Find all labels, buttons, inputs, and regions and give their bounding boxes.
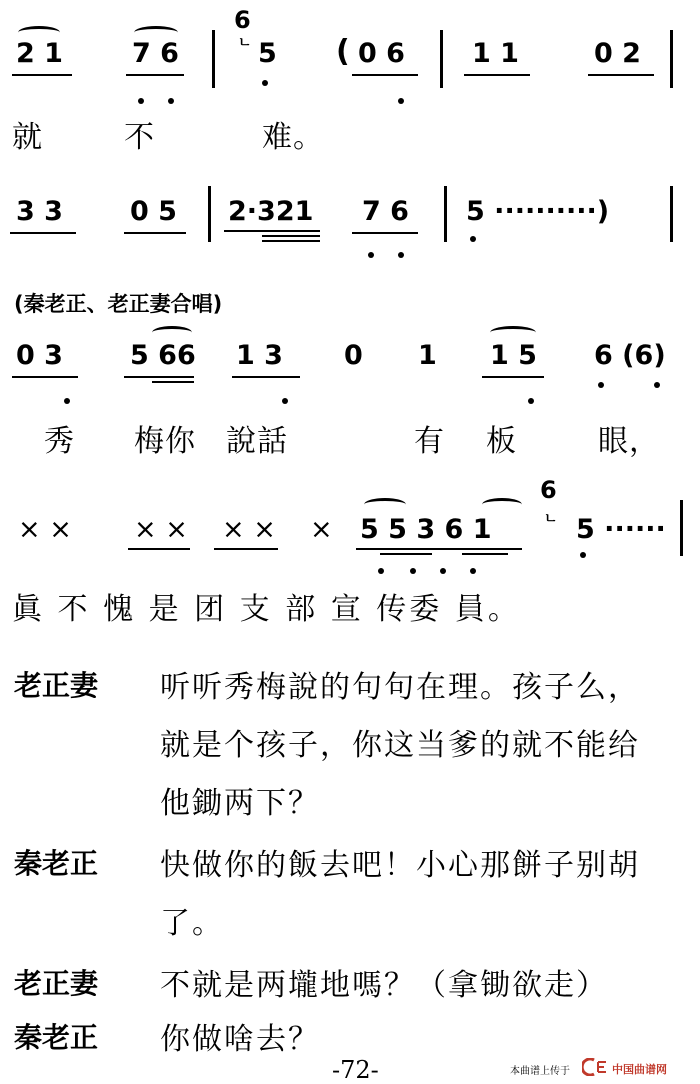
beam bbox=[12, 74, 72, 76]
beam bbox=[352, 74, 418, 76]
lyric: 有 bbox=[414, 424, 445, 459]
dialogue-line: 他鋤两下？ bbox=[160, 786, 320, 821]
beam bbox=[126, 74, 184, 76]
slur bbox=[152, 326, 192, 339]
site-name[interactable]: 中国曲谱网 bbox=[612, 1063, 667, 1076]
beat-marks: × × bbox=[222, 514, 276, 545]
low-dot bbox=[64, 398, 70, 404]
note-group: 1 1 bbox=[472, 38, 519, 69]
low-dot bbox=[654, 382, 660, 388]
beam bbox=[464, 74, 530, 76]
lyric: 板 bbox=[486, 424, 517, 459]
beat-marks: × × bbox=[134, 514, 188, 545]
lyric: 眼， bbox=[598, 424, 660, 459]
dialogue-line: 了。 bbox=[160, 906, 224, 941]
low-dot bbox=[398, 252, 404, 258]
speaker-name: 秦老正 bbox=[14, 1021, 99, 1054]
note: 1 bbox=[418, 340, 437, 371]
dialogue-line: 你做啥去？ bbox=[160, 1022, 320, 1057]
upload-note: 本曲谱上传于 bbox=[510, 1066, 570, 1077]
beam bbox=[12, 376, 78, 378]
low-dot bbox=[282, 398, 288, 404]
grace-note: 6 bbox=[234, 6, 251, 34]
slur bbox=[364, 498, 406, 511]
beam bbox=[124, 376, 194, 378]
note-group: 0 2 bbox=[594, 38, 641, 69]
beam bbox=[10, 232, 76, 234]
note: 0 bbox=[344, 340, 363, 371]
dialogue-line: 快做你的飯去吧！小心那餅子别胡 bbox=[160, 848, 640, 883]
beam bbox=[152, 381, 194, 383]
beam bbox=[380, 553, 432, 555]
lyric: 不 bbox=[124, 120, 155, 155]
lyric: 梅你 bbox=[134, 424, 196, 459]
beam bbox=[128, 548, 190, 550]
note-group: 0 6 bbox=[358, 38, 405, 69]
beat-marks: × bbox=[310, 514, 333, 545]
note-group: 6 (6) bbox=[594, 340, 666, 371]
note-group: 5 66 bbox=[130, 340, 196, 371]
low-dot bbox=[580, 552, 586, 558]
low-dot bbox=[598, 382, 604, 388]
note: 5 bbox=[258, 38, 277, 69]
lyric-line-4: 眞 不 愧 是 团 支 部 宣 传委 員。 bbox=[12, 592, 521, 627]
barline bbox=[208, 186, 211, 242]
note-group: 5 ······ bbox=[576, 514, 666, 545]
singers-note: (秦老正、老正妻合唱) bbox=[14, 292, 223, 316]
beam bbox=[262, 240, 320, 242]
grace-note: 6 bbox=[540, 476, 557, 504]
beam bbox=[124, 232, 186, 234]
beam bbox=[482, 376, 544, 378]
beat-marks: × × bbox=[18, 514, 72, 545]
barline bbox=[680, 500, 683, 556]
lyric: 就 bbox=[12, 120, 43, 155]
low-dot bbox=[440, 568, 446, 574]
note-group: 3 3 bbox=[16, 196, 63, 227]
note-group: 0 5 bbox=[130, 196, 177, 227]
beam bbox=[232, 376, 300, 378]
lyric: 难。 bbox=[262, 120, 324, 155]
beam bbox=[224, 230, 320, 232]
beam bbox=[588, 74, 654, 76]
speaker-name: 秦老正 bbox=[14, 847, 99, 880]
low-dot bbox=[410, 568, 416, 574]
barline bbox=[670, 186, 673, 242]
grace-tie: ㄴ bbox=[544, 511, 558, 527]
low-dot bbox=[470, 236, 476, 242]
open-paren: ( bbox=[336, 34, 350, 69]
low-dot bbox=[398, 98, 404, 104]
barline bbox=[444, 186, 447, 242]
dialogue-line: 听听秀梅說的句句在理。孩子么， bbox=[160, 670, 640, 705]
low-dot bbox=[138, 98, 144, 104]
low-dot bbox=[470, 568, 476, 574]
lyric: 秀 bbox=[44, 424, 75, 459]
note-group: 5 5 3 6 1 bbox=[360, 514, 492, 545]
beam bbox=[214, 548, 278, 550]
speaker-name: 老正妻 bbox=[14, 967, 99, 1000]
low-dot bbox=[262, 80, 268, 86]
low-dot bbox=[168, 98, 174, 104]
note-group: 5 ··········) bbox=[466, 196, 610, 227]
lyric: 說話 bbox=[226, 424, 288, 459]
dialogue-line: 不就是两壠地嗎？（拿锄欲走） bbox=[160, 968, 608, 1003]
beam bbox=[356, 548, 522, 550]
note-group: 0 3 bbox=[16, 340, 63, 371]
slur bbox=[490, 326, 536, 339]
speaker-name: 老正妻 bbox=[14, 669, 99, 702]
beam bbox=[262, 235, 320, 237]
slur bbox=[482, 498, 522, 511]
page-number: -72- bbox=[332, 1056, 379, 1084]
note-group: 7 6 bbox=[362, 196, 409, 227]
barline bbox=[212, 30, 215, 88]
beam bbox=[352, 232, 418, 234]
low-dot bbox=[528, 398, 534, 404]
note-group: 1 5 bbox=[490, 340, 537, 371]
note-group: 2·321 bbox=[228, 196, 314, 227]
dialogue-line: 就是个孩子，你这当爹的就不能给 bbox=[160, 728, 640, 763]
site-logo-icon bbox=[582, 1058, 610, 1076]
low-dot bbox=[378, 568, 384, 574]
barline bbox=[670, 30, 673, 88]
note-group: 2 1 bbox=[16, 38, 63, 69]
note-group: 7 6 bbox=[132, 38, 179, 69]
grace-tie: ㄴ bbox=[238, 35, 252, 51]
beam bbox=[462, 553, 508, 555]
barline bbox=[440, 30, 443, 88]
low-dot bbox=[368, 252, 374, 258]
note-group: 1 3 bbox=[236, 340, 283, 371]
